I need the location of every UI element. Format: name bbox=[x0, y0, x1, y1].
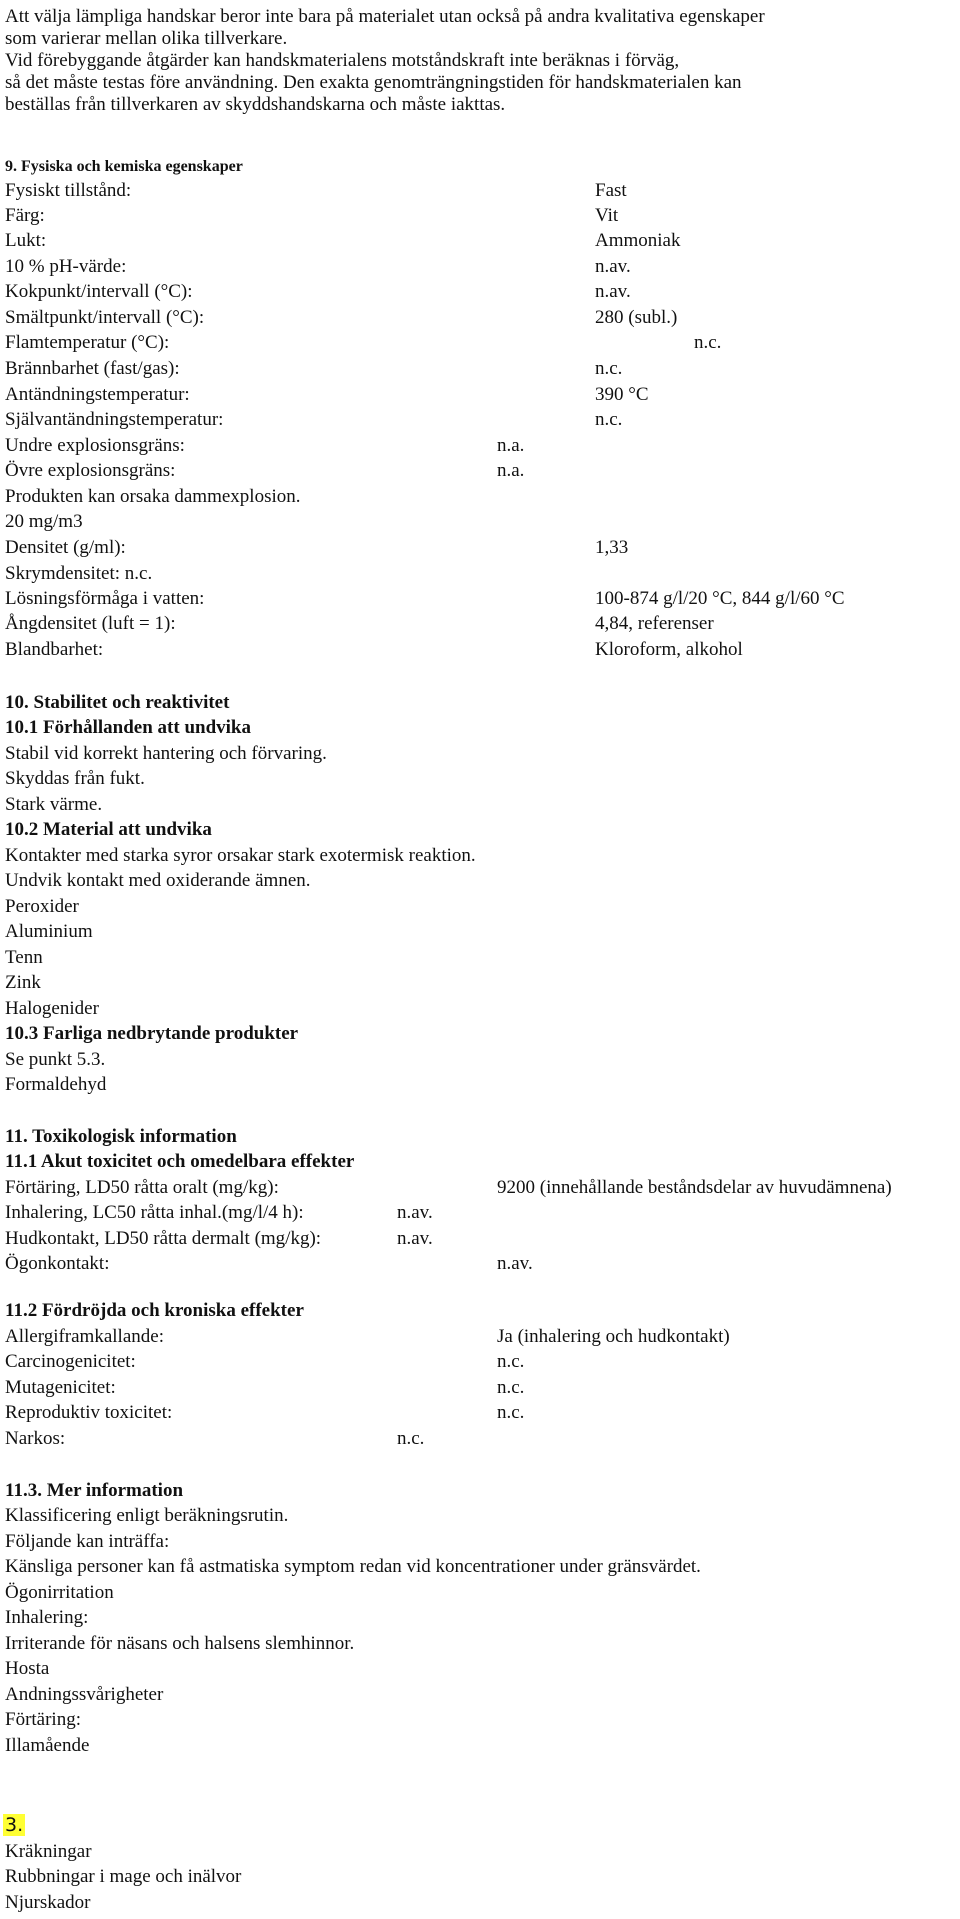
property-label: Ångdensitet (luft = 1): bbox=[5, 613, 176, 634]
text-line: Känsliga personer kan få astmatiska symptom redan vid koncentrationer under gränsvärdet. bbox=[5, 1556, 701, 1577]
property-note: 20 mg/m3 bbox=[5, 511, 83, 532]
text-line: Inhalering: bbox=[5, 1607, 89, 1628]
property-label: Självantändningstemperatur: bbox=[5, 409, 224, 430]
text-line: Skyddas från fukt. bbox=[5, 768, 145, 789]
property-label: Övre explosionsgräns: bbox=[5, 460, 176, 481]
property-label: Flamtemperatur (°C): bbox=[5, 332, 170, 353]
subsection-heading: 11.2 Fördröjda och kroniska effekter bbox=[5, 1300, 304, 1321]
intro-line: beställas från tillverkaren av skyddshandskarna och måste iakttas. bbox=[5, 94, 506, 115]
property-value: n.av. bbox=[595, 256, 631, 277]
tox-value: 9200 (innehållande beståndsdelar av huvudämnena) bbox=[497, 1177, 892, 1198]
text-line: Formaldehyd bbox=[5, 1074, 107, 1095]
text-line: Klassificering enligt beräkningsrutin. bbox=[5, 1505, 289, 1526]
text-line: Förtäring: bbox=[5, 1709, 81, 1730]
tox-value: n.av. bbox=[497, 1253, 533, 1274]
tox-label: Förtäring, LD50 råtta oralt (mg/kg): bbox=[5, 1177, 279, 1198]
property-label: Brännbarhet (fast/gas): bbox=[5, 358, 180, 379]
property-value: n.c. bbox=[595, 409, 623, 430]
property-label: Blandbarhet: bbox=[5, 639, 104, 660]
property-label: 10 % pH-värde: bbox=[5, 256, 127, 277]
intro-line: Vid förebyggande åtgärder kan handskmaterialens motståndskraft inte beräknas i förväg, bbox=[5, 50, 680, 71]
intro-line: som varierar mellan olika tillverkare. bbox=[5, 28, 288, 49]
text-line: Irriterande för näsans och halsens slemhinnor. bbox=[5, 1633, 355, 1654]
tox-label: Reproduktiv toxicitet: bbox=[5, 1402, 173, 1423]
tox-label: Ögonkontakt: bbox=[5, 1253, 110, 1274]
tox-value: n.av. bbox=[397, 1228, 433, 1249]
property-value: 390 °C bbox=[595, 384, 649, 405]
tox-value: n.c. bbox=[397, 1428, 425, 1449]
section-11-heading: 11. Toxikologisk information bbox=[5, 1126, 237, 1147]
property-value: 280 (subl.) bbox=[595, 307, 678, 328]
tox-label: Inhalering, LC50 råtta inhal.(mg/l/4 h): bbox=[5, 1202, 304, 1223]
property-value: Ammoniak bbox=[595, 230, 681, 251]
tox-value: n.c. bbox=[497, 1377, 525, 1398]
property-value: 4,84, referenser bbox=[595, 613, 714, 634]
property-label: Fysiskt tillstånd: bbox=[5, 180, 132, 201]
tox-value: n.c. bbox=[497, 1351, 525, 1372]
text-line: Kontakter med starka syror orsakar stark exotermisk reaktion. bbox=[5, 845, 476, 866]
property-label: Skrymdensitet: n.c. bbox=[5, 563, 153, 584]
text-line: Stabil vid korrekt hantering och förvaring. bbox=[5, 743, 327, 764]
text-line: Se punkt 5.3. bbox=[5, 1049, 106, 1070]
property-label: Lösningsförmåga i vatten: bbox=[5, 588, 205, 609]
subsection-heading: 10.3 Farliga nedbrytande produkter bbox=[5, 1023, 299, 1044]
tox-label: Hudkontakt, LD50 råtta dermalt (mg/kg): bbox=[5, 1228, 322, 1249]
tox-label: Mutagenicitet: bbox=[5, 1377, 116, 1398]
tox-value: Ja (inhalering och hudkontakt) bbox=[497, 1326, 730, 1347]
property-value: Fast bbox=[595, 180, 627, 201]
tox-label: Narkos: bbox=[5, 1428, 66, 1449]
page-number: 3. bbox=[5, 1814, 24, 1836]
tox-value: n.c. bbox=[497, 1402, 525, 1423]
property-value: n.c. bbox=[595, 358, 623, 379]
subsection-heading: 10.1 Förhållanden att undvika bbox=[5, 717, 251, 738]
text-line: Kräkningar bbox=[5, 1841, 92, 1862]
property-label: Kokpunkt/intervall (°C): bbox=[5, 281, 193, 302]
text-line: Peroxider bbox=[5, 896, 79, 917]
intro-line: Att välja lämpliga handskar beror inte bara på materialet utan också på andra kvalitativa egenskaper bbox=[5, 6, 765, 27]
property-label: Undre explosionsgräns: bbox=[5, 435, 185, 456]
text-line: Andningssvårigheter bbox=[5, 1684, 164, 1705]
subsection-heading: 11.3. Mer information bbox=[5, 1480, 184, 1501]
text-line: Följande kan inträffa: bbox=[5, 1531, 170, 1552]
subsection-heading: 11.1 Akut toxicitet och omedelbara effekter bbox=[5, 1151, 355, 1172]
intro-line: så det måste testas före användning. Den exakta genomträngningstiden för handskmaterialen kan bbox=[5, 72, 742, 93]
property-label: Densitet (g/ml): bbox=[5, 537, 126, 558]
text-line: Hosta bbox=[5, 1658, 50, 1679]
text-line: Rubbningar i mage och inälvor bbox=[5, 1866, 242, 1887]
tox-value: n.av. bbox=[397, 1202, 433, 1223]
property-value: n.a. bbox=[497, 435, 525, 456]
property-value: n.av. bbox=[595, 281, 631, 302]
text-line: Stark värme. bbox=[5, 794, 103, 815]
property-label: Färg: bbox=[5, 205, 45, 226]
property-value: n.c. bbox=[694, 332, 722, 353]
page-number-marker bbox=[3, 1814, 25, 1837]
property-value: Vit bbox=[595, 205, 619, 226]
text-line: Njurskador bbox=[5, 1892, 91, 1913]
section-9-heading: 9. Fysiska och kemiska egenskaper bbox=[5, 158, 243, 175]
property-value: Kloroform, alkohol bbox=[595, 639, 743, 660]
subsection-heading: 10.2 Material att undvika bbox=[5, 819, 212, 840]
property-value: 1,33 bbox=[595, 537, 629, 558]
text-line: Halogenider bbox=[5, 998, 99, 1019]
property-value: 100-874 g/l/20 °C, 844 g/l/60 °C bbox=[595, 588, 845, 609]
property-label: Smältpunkt/intervall (°C): bbox=[5, 307, 205, 328]
tox-label: Allergiframkallande: bbox=[5, 1326, 164, 1347]
tox-label: Carcinogenicitet: bbox=[5, 1351, 136, 1372]
text-line: Aluminium bbox=[5, 921, 93, 942]
text-line: Ögonirritation bbox=[5, 1582, 114, 1603]
property-label: Antändningstemperatur: bbox=[5, 384, 190, 405]
property-note: Produkten kan orsaka dammexplosion. bbox=[5, 486, 301, 507]
text-line: Undvik kontakt med oxiderande ämnen. bbox=[5, 870, 311, 891]
property-value: n.a. bbox=[497, 460, 525, 481]
section-10-heading: 10. Stabilitet och reaktivitet bbox=[5, 692, 230, 713]
property-label: Lukt: bbox=[5, 230, 47, 251]
text-line: Illamående bbox=[5, 1735, 90, 1756]
text-line: Tenn bbox=[5, 947, 43, 968]
text-line: Zink bbox=[5, 972, 41, 993]
